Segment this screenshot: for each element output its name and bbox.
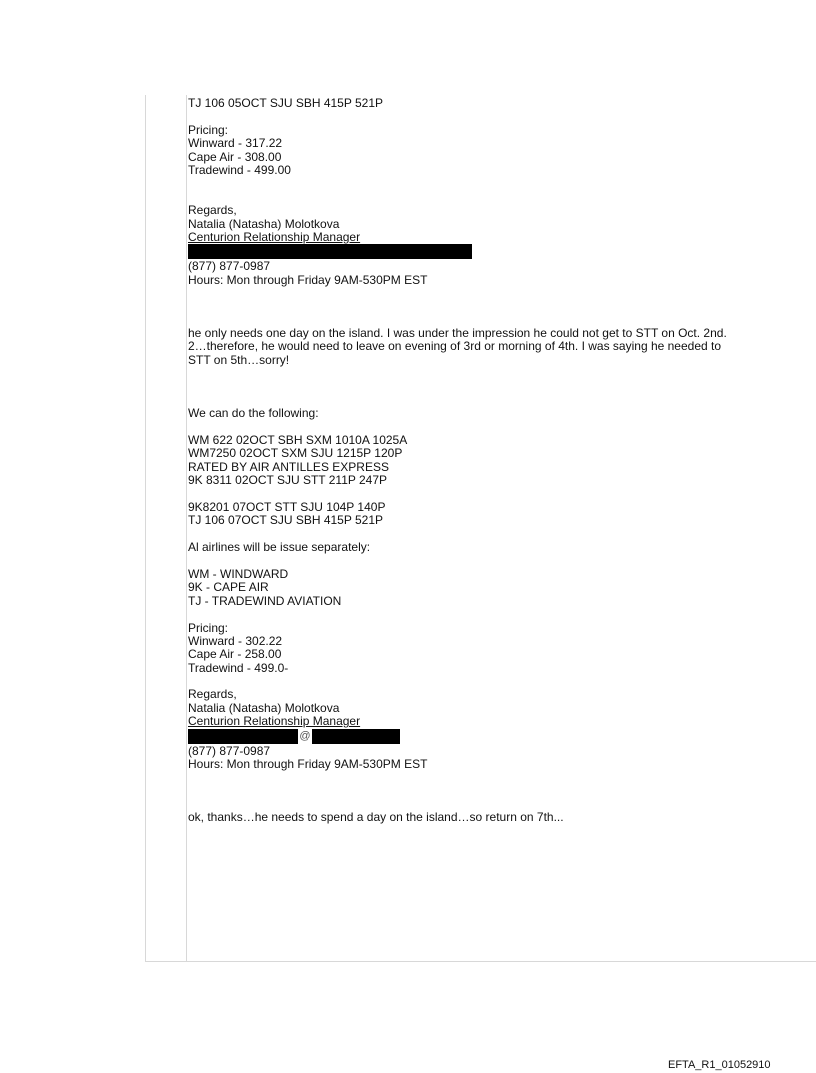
signature-name: Natalia (Natasha) Molotkova bbox=[188, 216, 340, 231]
price-line: Tradewind - 499.00 bbox=[188, 162, 291, 177]
regards-text: Regards, bbox=[188, 687, 237, 702]
price-line: Winward - 302.22 bbox=[188, 633, 283, 648]
price-line: Tradewind - 499.0- bbox=[188, 660, 289, 675]
redaction-bar bbox=[188, 729, 298, 744]
price-line: Cape Air - 308.00 bbox=[188, 149, 282, 164]
signature-hours: Hours: Mon through Friday 9AM-530PM EST bbox=[188, 272, 428, 287]
redaction-bar bbox=[188, 244, 472, 259]
price-line: Winward - 317.22 bbox=[188, 136, 283, 151]
itinerary-line: 9K8201 07OCT STT SJU 104P 140P bbox=[188, 500, 386, 514]
document-id: EFTA_R1_01052910 bbox=[668, 1059, 771, 1071]
itinerary-line: WM 622 02OCT SBH SXM 1010A 1025A bbox=[188, 433, 408, 448]
issue-note: Al airlines will be issue separately: bbox=[188, 540, 371, 555]
itinerary-line: TJ 106 07OCT SJU SBH 415P 521P bbox=[188, 513, 383, 528]
reply-line: 2…therefore, he would need to leave on evening of 3rd or morning of 4th. I was saying he needed to bbox=[188, 339, 722, 354]
airline-line: TJ - TRADEWIND AVIATION bbox=[188, 593, 342, 608]
email-at-sign: @ bbox=[299, 729, 311, 742]
intro-text: We can do the following: bbox=[188, 406, 319, 421]
itinerary-line: RATED BY AIR ANTILLES EXPRESS bbox=[188, 459, 389, 474]
reply-line: STT on 5th…sorry! bbox=[188, 352, 290, 367]
signature-title: Centurion Relationship Manager bbox=[188, 714, 361, 729]
itinerary-line: WM7250 02OCT SXM SJU 1215P 120P bbox=[188, 446, 403, 461]
pricing-label: Pricing: bbox=[188, 122, 229, 137]
signature-phone: (877) 877-0987 bbox=[188, 743, 271, 758]
flight-line: TJ 106 05OCT SJU SBH 415P 521P bbox=[188, 96, 383, 110]
redaction-bar bbox=[312, 729, 400, 744]
pricing-label: Pricing: bbox=[188, 620, 229, 635]
reply-line: he only needs one day on the island. I was under the impression he could not get to STT on Oct. 2nd. bbox=[188, 326, 727, 341]
signature-phone: (877) 877-0987 bbox=[188, 259, 271, 274]
email-thread bbox=[188, 97, 816, 825]
signature-name: Natalia (Natasha) Molotkova bbox=[188, 700, 340, 715]
redacted-email bbox=[188, 729, 816, 744]
airline-line: 9K - CAPE AIR bbox=[188, 580, 269, 595]
regards-text: Regards, bbox=[188, 203, 237, 218]
reply-line: ok, thanks…he needs to spend a day on the island…so return on 7th... bbox=[188, 810, 564, 825]
airline-line: WM - WINDWARD bbox=[188, 566, 289, 581]
price-line: Cape Air - 258.00 bbox=[188, 647, 282, 662]
signature-hours: Hours: Mon through Friday 9AM-530PM EST bbox=[188, 757, 428, 772]
signature-title: Centurion Relationship Manager bbox=[188, 229, 361, 244]
quote-divider bbox=[186, 95, 187, 961]
itinerary-line: 9K 8311 02OCT SJU STT 211P 247P bbox=[188, 473, 388, 488]
